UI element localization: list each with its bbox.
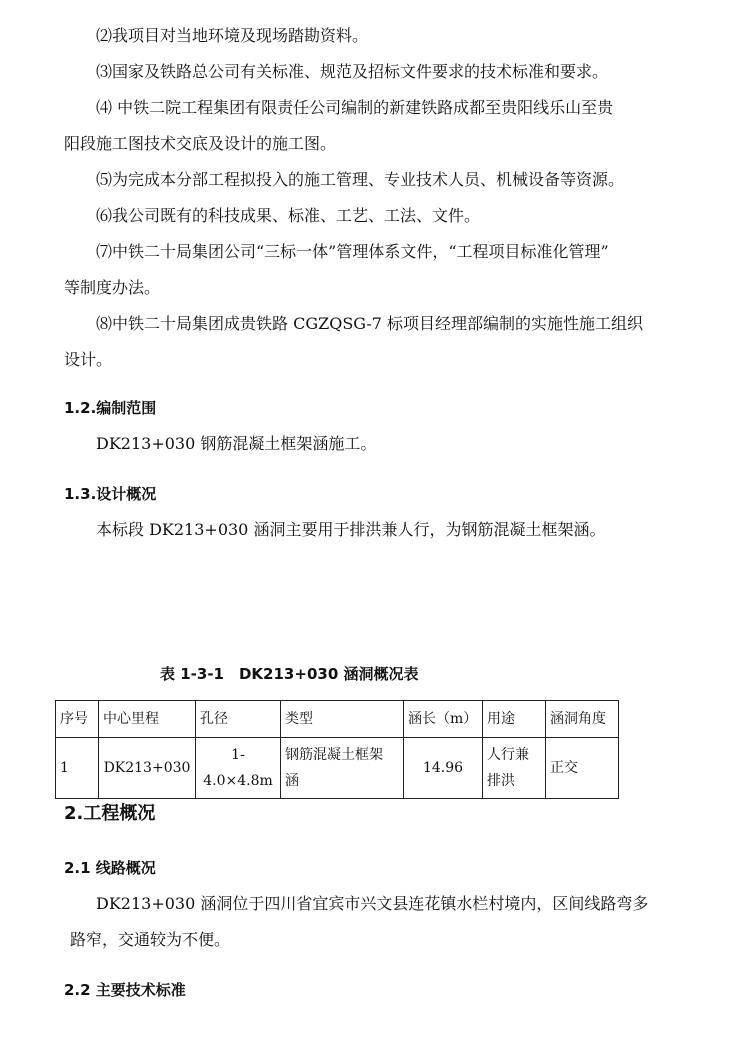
basis-item-4-line2: 阳段施工图技术交底及设计的施工图。 — [64, 134, 337, 153]
section-2-heading: 2.工程概况 — [64, 803, 156, 824]
cell-aperture: 1-4.0×4.8m — [196, 738, 281, 799]
cell-no: 1 — [56, 738, 99, 799]
basis-item-8-line2: 设计。 — [64, 350, 113, 369]
header-aperture: 孔径 — [196, 701, 281, 738]
basis-item-8-line1: ⑻中铁二十局集团成贵铁路 CGZQSG-7 标项目经理部编制的实施性施工组织 — [96, 314, 644, 333]
header-mileage: 中心里程 — [99, 701, 196, 738]
section-1-3-heading: 1.3.设计概况 — [64, 485, 157, 503]
culvert-table — [55, 700, 619, 799]
cell-use-line1: 人行兼 — [487, 747, 529, 763]
basis-item-3: ⑶国家及铁路总公司有关标准、规范及招标文件要求的技术标准和要求。 — [96, 62, 609, 81]
basis-item-7-line1: ⑺中铁二十局集团公司“三标一体”管理体系文件，“工程项目标准化管理” — [96, 242, 609, 261]
basis-item-5: ⑸为完成本分部工程拟投入的施工管理、专业技术人员、机械设备等资源。 — [96, 170, 625, 189]
section-2-1-text-line1: DK213+030 涵洞位于四川省宜宾市兴文县连花镇水栏村境内，区间线路弯多 — [96, 894, 649, 913]
cell-mileage: DK213+030 — [99, 738, 196, 799]
section-1-2-text: DK213+030 钢筋混凝土框架涵施工。 — [96, 434, 377, 453]
section-1-3-text: 本标段 DK213+030 涵洞主要用于排洪兼人行，为钢筋混凝土框架涵。 — [96, 520, 606, 539]
header-no: 序号 — [56, 701, 99, 738]
header-angle: 涵洞角度 — [546, 701, 619, 738]
cell-type-line1: 钢筋混凝土框架 — [285, 747, 383, 763]
section-2-1-text-line2: 路窄，交通较为不便。 — [70, 930, 231, 949]
basis-item-6: ⑹我公司既有的科技成果、标准、工艺、工法、文件。 — [96, 206, 481, 225]
cell-angle: 正交 — [546, 738, 619, 799]
header-type: 类型 — [281, 701, 404, 738]
basis-item-7-line2: 等制度办法。 — [64, 278, 161, 297]
cell-use-line2: 排洪 — [487, 773, 515, 789]
table-caption: 表 1-3-1 DK213+030 涵洞概况表 — [160, 665, 419, 683]
cell-type-line2: 涵 — [285, 773, 299, 789]
basis-item-4-line1: ⑷ 中铁二院工程集团有限责任公司编制的新建铁路成都至贵阳线乐山至贵 — [96, 98, 614, 117]
header-use: 用途 — [483, 701, 546, 738]
table-header-row — [56, 701, 619, 738]
cell-type — [281, 738, 404, 799]
header-length: 涵长（m） — [404, 701, 483, 738]
cell-use — [483, 738, 546, 799]
section-1-2-heading: 1.2.编制范围 — [64, 399, 157, 417]
section-2-2-heading: 2.2 主要技术标准 — [64, 981, 186, 999]
table-row — [56, 738, 619, 799]
basis-item-2: ⑵我项目对当地环境及现场踏勘资料。 — [96, 26, 369, 45]
section-2-1-heading: 2.1 线路概况 — [64, 859, 156, 877]
cell-length: 14.96 — [404, 738, 483, 799]
